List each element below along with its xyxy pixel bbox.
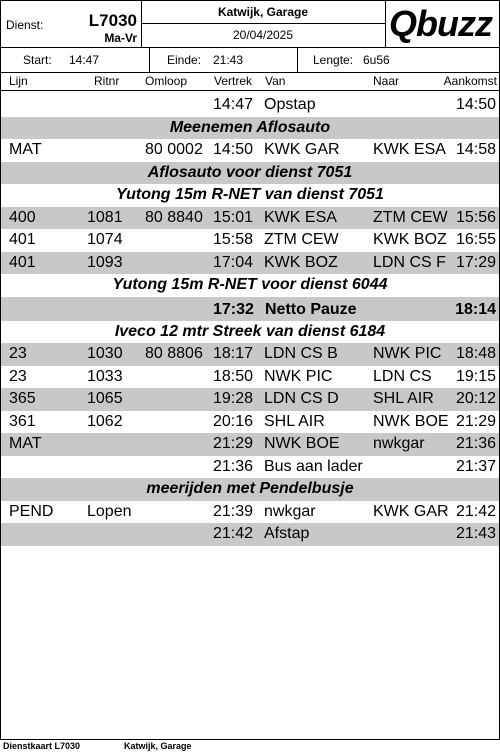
section-header: Iveco 12 mtr Streek van dienst 6184 (1, 321, 499, 344)
cell-aankomst: 21:29 (455, 412, 496, 430)
lengte-value: 6u56 (363, 53, 390, 67)
location-name: Katwijk, Garage (141, 1, 385, 24)
trip-row (1, 94, 499, 117)
cell-naar: nwkgar (373, 435, 425, 452)
col-aankomst: Aankomst (443, 74, 497, 88)
trip-row (1, 139, 499, 162)
cell-lijn: MAT (9, 141, 42, 158)
cell-vertrek: 21:39 (213, 502, 254, 520)
trip-row (1, 388, 499, 411)
trip-row (1, 411, 499, 434)
trip-row (1, 229, 499, 252)
cell-van: Opstap (264, 96, 316, 113)
cell-omloop: 80 8806 (145, 345, 203, 362)
cell-vertrek: 17:04 (213, 253, 254, 271)
col-van: Van (265, 74, 286, 88)
cell-vertrek: 20:16 (213, 412, 254, 430)
cell-vertrek: 14:47 (213, 96, 254, 113)
cell-vertrek: 18:17 (213, 345, 254, 362)
cell-aankomst: 18:14 (455, 300, 496, 318)
cell-van: SHL AIR (264, 412, 325, 430)
trip-row (1, 343, 499, 366)
cell-omloop: 80 8840 (145, 208, 203, 226)
column-headers (1, 73, 499, 91)
dienst-label: Dienst: (6, 18, 44, 32)
cell-lijn: 400 (9, 208, 36, 226)
dienst-days: Ma-Vr (104, 31, 137, 45)
divider (149, 48, 150, 72)
cell-ritnr: 1093 (87, 253, 123, 271)
cell-naar: KWK BOZ (373, 231, 447, 248)
cell-van: KWK BOZ (264, 253, 338, 271)
cell-aankomst: 18:48 (455, 345, 496, 362)
cell-vertrek: 21:42 (213, 525, 254, 542)
cell-lijn: 365 (9, 390, 36, 407)
cell-lijn: 401 (9, 231, 36, 248)
cell-ritnr: Lopen (87, 502, 132, 520)
cell-aankomst: 15:56 (455, 208, 496, 226)
cell-ritnr: 1065 (87, 390, 123, 407)
cell-ritnr: 1030 (87, 345, 123, 362)
trip-row (1, 523, 499, 546)
cell-omloop: 80 0002 (145, 141, 203, 158)
col-naar: Naar (373, 74, 400, 88)
cell-vertrek: 17:32 (213, 300, 254, 318)
trip-row (1, 501, 499, 524)
cell-naar: LDN CS (373, 367, 432, 385)
cell-lijn: 361 (9, 412, 36, 430)
trip-row (1, 252, 499, 275)
location-cell (141, 1, 386, 47)
cell-aankomst: 21:43 (455, 525, 496, 542)
cell-van: LDN CS B (264, 345, 338, 362)
duty-date: 20/04/2025 (232, 28, 294, 42)
cell-van: NWK BOE (264, 435, 340, 452)
trip-table (1, 94, 499, 546)
einde-time: 21:43 (213, 53, 244, 67)
cell-van: NWK PIC (264, 367, 333, 385)
section-header: Yutong 15m R-NET voor dienst 6044 (1, 274, 499, 297)
cell-aankomst: 21:42 (455, 502, 496, 520)
col-omloop: Omloop (145, 74, 188, 88)
cell-lijn: 23 (9, 367, 27, 385)
header-times (1, 48, 499, 73)
footer-card: Dienstkaart L7030 (3, 741, 81, 751)
col-lijn: Lijn (9, 74, 28, 88)
section-header: Yutong 15m R-NET van dienst 7051 (1, 184, 499, 207)
trip-row (1, 456, 499, 479)
cell-aankomst: 19:15 (455, 367, 496, 385)
trip-row (1, 207, 499, 230)
cell-vertrek: 14:50 (213, 141, 254, 158)
footer-location: Katwijk, Garage (124, 741, 192, 751)
cell-ritnr: 1062 (87, 412, 123, 430)
cell-naar: SHL AIR (373, 390, 434, 407)
cell-lijn: MAT (9, 435, 42, 452)
lengte-label: Lengte: (313, 53, 354, 67)
cell-aankomst: 21:37 (455, 457, 496, 475)
cell-van: Afstap (264, 525, 310, 542)
cell-vertrek: 21:29 (213, 435, 254, 452)
section-header: meerijden met Pendelbusje (1, 478, 499, 501)
cell-van: Netto Pauze (265, 300, 357, 318)
cell-ritnr: 1081 (87, 208, 123, 226)
cell-vertrek: 18:50 (213, 367, 254, 385)
start-label: Start: (23, 53, 52, 67)
cell-naar: NWK BOE (373, 412, 449, 430)
cell-van: nwkgar (264, 502, 316, 520)
logo-text: Qbuzz (389, 3, 492, 44)
section-header: Aflosauto voor dienst 7051 (1, 162, 499, 185)
cell-naar: ZTM CEW (373, 208, 448, 226)
divider (297, 48, 298, 72)
cell-lijn: 401 (9, 253, 36, 271)
col-ritnr: Ritnr (94, 74, 120, 88)
header-top (1, 1, 499, 48)
section-header: Meenemen Aflosauto (1, 117, 499, 140)
cell-naar: KWK ESA (373, 141, 446, 158)
cell-aankomst: 16:55 (455, 231, 496, 248)
trip-row (1, 366, 499, 389)
cell-aankomst: 14:50 (455, 96, 496, 113)
cell-naar: NWK PIC (373, 345, 442, 362)
qbuzz-logo (385, 1, 499, 47)
cell-lijn: 23 (9, 345, 27, 362)
dienst-code: L7030 (88, 11, 137, 30)
cell-vertrek: 19:28 (213, 390, 254, 407)
cell-ritnr: 1033 (87, 367, 123, 385)
einde-label: Einde: (167, 53, 202, 67)
cell-naar: LDN CS F (373, 253, 446, 271)
trip-row (1, 433, 499, 456)
cell-vertrek: 15:58 (213, 231, 254, 248)
cell-van: ZTM CEW (264, 231, 339, 248)
cell-ritnr: 1074 (87, 231, 123, 248)
cell-aankomst: 21:36 (455, 435, 496, 452)
col-vertrek: Vertrek (214, 74, 253, 88)
cell-aankomst: 20:12 (455, 390, 496, 407)
cell-vertrek: 15:01 (213, 208, 254, 226)
cell-naar: KWK GAR (373, 502, 449, 520)
pause-row (1, 297, 499, 321)
cell-aankomst: 14:58 (455, 141, 496, 158)
dienst-cell (1, 1, 142, 47)
cell-van: KWK GAR (264, 141, 340, 158)
cell-vertrek: 21:36 (213, 457, 254, 475)
cell-van: Bus aan lader (264, 457, 363, 475)
cell-van: KWK ESA (264, 208, 337, 226)
cell-van: LDN CS D (264, 390, 339, 407)
start-time: 14:47 (69, 53, 100, 67)
cell-aankomst: 17:29 (455, 253, 496, 271)
cell-lijn: PEND (9, 502, 54, 520)
